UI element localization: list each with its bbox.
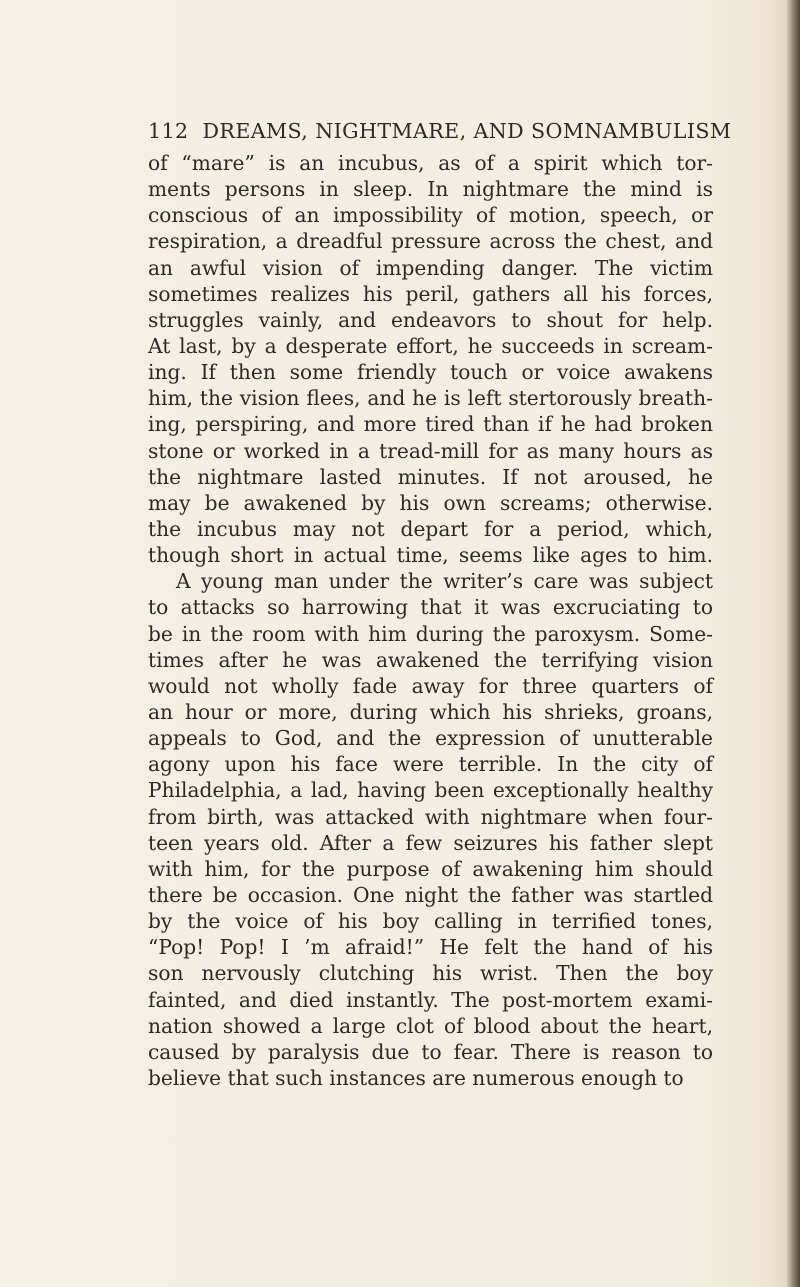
text-line: of “mare” is an incubus, as of a spirit which tor- <box>148 151 713 175</box>
text-line: respiration, a dreadful pressure across the chest, and <box>148 229 713 254</box>
text-line: though short in actual time, seems like ages to him. <box>148 543 713 568</box>
text-line: stone or worked in a tread-mill for as many hours as <box>148 438 713 463</box>
running-title: DREAMS, NIGHTMARE, AND SOMNAMBULISM <box>202 119 732 143</box>
text-line: “Pop! Pop! I ’m afraid!” He felt the hand of his <box>148 935 713 960</box>
body-text <box>148 150 713 1091</box>
text-line: would not wholly fade away for three quarters of <box>148 673 713 698</box>
text-line: an hour or more, during which his shrieks, groans, <box>148 699 713 724</box>
text-line: fainted, and died instantly. The post-mortem exami- <box>148 987 713 1012</box>
page-number: 112 <box>148 119 189 143</box>
page-edge-shadow <box>786 0 800 1287</box>
text-line: nation showed a large clot of blood about the heart, <box>148 1013 713 1038</box>
text-line: there be occasion. One night the father was startled <box>148 882 713 907</box>
text-line: ing, perspiring, and more tired than if he had broken <box>148 412 713 437</box>
running-head <box>148 119 732 147</box>
text-line: from birth, was attacked with nightmare when four- <box>148 804 713 829</box>
paragraph-start-line: A young man under the writer’s care was subject <box>176 569 713 594</box>
text-line: times after he was awakened the terrifying vision <box>148 647 713 672</box>
text-line: the incubus may not depart for a period, which, <box>148 516 713 541</box>
text-line: Philadelphia, a lad, having been exceptionally healthy <box>148 778 713 803</box>
text-line: with him, for the purpose of awakening him should <box>148 856 713 881</box>
text-line: be in the room with him during the paroxysm. Some- <box>148 621 713 646</box>
text-line: son nervously clutching his wrist. Then the boy <box>148 961 713 986</box>
text-line: agony upon his face were terrible. In the city of <box>148 752 713 777</box>
text-line: him, the vision flees, and he is left stertorously breath- <box>148 386 713 411</box>
text-line: to attacks so harrowing that it was excruciating to <box>148 595 713 620</box>
text-line: ing. If then some friendly touch or voice awakens <box>148 360 713 385</box>
text-line: sometimes realizes his peril, gathers all his forces, <box>148 281 713 306</box>
text-line: ments persons in sleep. In nightmare the mind is <box>148 177 713 202</box>
text-line: struggles vainly, and endeavors to shout for help. <box>148 307 713 332</box>
text-line: by the voice of his boy calling in terrified tones, <box>148 909 713 934</box>
text-line: believe that such instances are numerous enough to <box>148 1065 684 1090</box>
text-line: conscious of an impossibility of motion, speech, or <box>148 203 713 228</box>
text-line: appeals to God, and the expression of unutterable <box>148 726 713 751</box>
text-line: the nightmare lasted minutes. If not aroused, he <box>148 464 713 489</box>
text-line: caused by paralysis due to fear. There is reason to <box>148 1039 713 1064</box>
text-line: At last, by a desperate effort, he succeeds in scream- <box>148 333 713 358</box>
text-line: may be awakened by his own screams; otherwise. <box>148 490 713 515</box>
text-line: teen years old. After a few seizures his father slept <box>148 830 713 855</box>
text-line: an awful vision of impending danger. The victim <box>148 255 713 280</box>
